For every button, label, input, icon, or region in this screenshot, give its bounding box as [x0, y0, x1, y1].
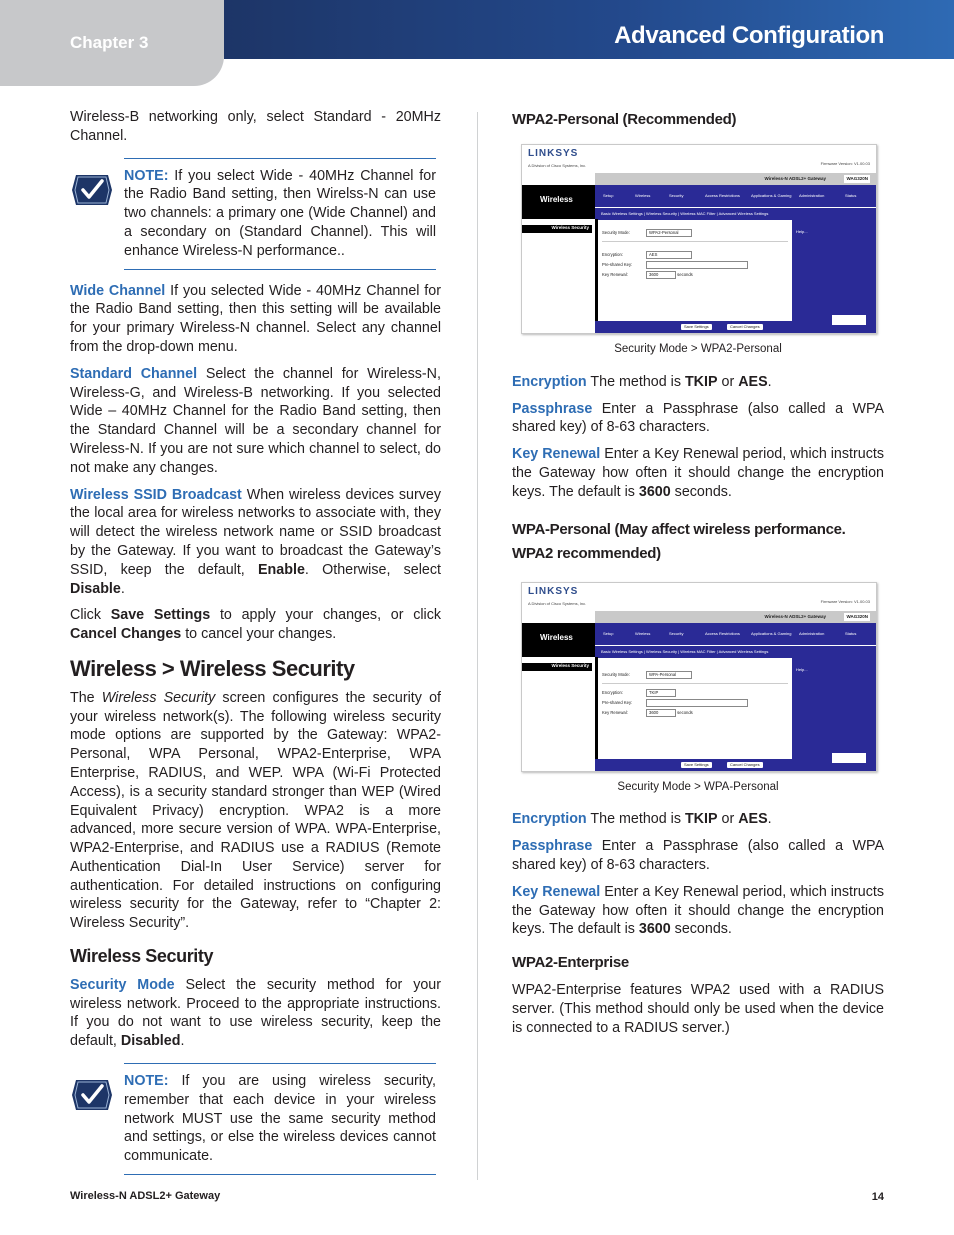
- ssid-text-1: When wireless devices survey the local area for wireless networks to associate with, they will detect the wireless network name or SSID broadcast by the Gateway. If you want to broadcast the Gateway’s SSID, keep the default,: [70, 486, 441, 578]
- note-box: [124, 158, 436, 270]
- security-mode-end: .: [180, 1033, 185, 1050]
- ssid-text-2: . Otherwise, select: [304, 561, 441, 578]
- key-renewal-label: Key Renewal:: [602, 709, 628, 715]
- intro-paragraph: Wireless-B networking only, select Standard - 20MHz Channel.: [70, 109, 441, 144]
- nav-setup[interactable]: Setup: [603, 630, 614, 636]
- enc1-t2: or: [717, 373, 739, 390]
- sub-nav-text[interactable]: Basic Wireless Settings | Wireless Security | Wireless MAC Filter | Advanced Wireless Settings: [601, 648, 769, 654]
- row-key-renewal: [602, 709, 693, 717]
- encryption-paragraph: [512, 810, 884, 829]
- security-mode-select[interactable]: WPA2-Personal: [646, 229, 692, 237]
- row-key-renewal: [602, 271, 693, 279]
- header-band: [224, 0, 954, 59]
- wide-channel-text: If you selected Wide - 40MHz Channel for the Radio Band setting, then this setting will be available for your primary Wireless-N channel. Select any channel from the drop-down menu.: [70, 282, 441, 355]
- click-save-t2: to apply your changes, or click: [210, 607, 441, 624]
- row-passphrase: [602, 699, 748, 707]
- row-security-mode: [602, 671, 692, 679]
- enc1-b2: AES: [738, 373, 768, 390]
- passphrase-paragraph: [512, 837, 884, 875]
- product-name: Wireless-N ADSL2+ Gateway: [764, 613, 826, 619]
- note-text: If you are using wireless security, remember that each device in your wireless network MUST use the same security method and settings, or else the wireless devices cannot communicate.: [124, 1073, 436, 1165]
- nav-status[interactable]: Status: [845, 193, 857, 198]
- row-security-mode: [602, 229, 692, 237]
- nav-bar: [595, 623, 876, 645]
- row-encryption: [602, 689, 676, 697]
- nav-apps[interactable]: Applications & Gaming: [751, 193, 792, 198]
- side-label: Wireless Security: [522, 663, 592, 671]
- term-security-mode: Security Mode: [70, 976, 175, 993]
- product-bar: [595, 173, 876, 185]
- security-mode-bold: Disabled: [120, 1033, 181, 1050]
- key1-b1: 3600: [638, 483, 671, 500]
- encryption-paragraph: [512, 373, 884, 392]
- ssid-broadcast-paragraph: [70, 486, 441, 599]
- security-intro-paragraph: [70, 689, 441, 933]
- cisco-logo: [832, 315, 866, 325]
- pass1-text: Enter a Passphrase (also called a WPA shared key) of 8-63 characters.: [512, 400, 884, 436]
- right-column: [512, 108, 884, 1046]
- encryption-label: Encryption:: [602, 689, 623, 695]
- key-renewal-paragraph: [512, 883, 884, 939]
- checkmark-note-icon: [70, 1078, 114, 1112]
- logo-subtitle: A Division of Cisco Systems, Inc.: [528, 600, 587, 606]
- nav-status[interactable]: Status: [845, 630, 857, 636]
- key-renewal-paragraph: [512, 445, 884, 501]
- nav-wireless[interactable]: Wireless: [635, 193, 651, 198]
- enc2-b1: TKIP: [684, 811, 718, 828]
- section-band: [522, 623, 595, 657]
- page-title: Advanced Configuration: [614, 22, 884, 49]
- click-save-paragraph: [70, 606, 441, 644]
- model-name: WAG320N: [846, 176, 868, 181]
- standard-channel-paragraph: [70, 365, 441, 478]
- term-ssid-broadcast: Wireless SSID Broadcast: [70, 486, 242, 503]
- help-link[interactable]: Help...: [796, 666, 808, 672]
- standard-channel-text: Select the channel for Wireless-N, Wireless-G, and Wireless-B networking. If you selected Wide – 40MHz Channel for the Radio Band setting, then the Standard Channel will be a secondary channel for Wireless-N. If you are not sure which channel to select, do not make any changes.: [70, 365, 441, 476]
- enc2-t3: .: [767, 811, 772, 828]
- wide-channel-paragraph: [70, 282, 441, 357]
- section-heading-wireless-security: Wireless > Wireless Security: [70, 655, 355, 681]
- nav-security[interactable]: Security: [669, 193, 684, 198]
- enc1-t3: .: [767, 373, 772, 390]
- chapter-label: Chapter 3: [70, 33, 149, 52]
- heading-wpa2-personal: WPA2-Personal (Recommended): [512, 111, 737, 128]
- passphrase-input[interactable]: [646, 699, 748, 707]
- ssid-bold-disable: Disable: [70, 580, 121, 597]
- key-renewal-input[interactable]: 3600: [646, 709, 676, 717]
- footer-bar: [595, 321, 792, 333]
- security-intro-t1: The: [70, 689, 102, 706]
- save-settings-button[interactable]: Save Settings: [681, 324, 712, 330]
- logo-subtitle: A Division of Cisco Systems, Inc.: [528, 163, 587, 168]
- left-column: [70, 108, 441, 1187]
- cancel-changes-button[interactable]: Cancel Changes: [727, 762, 763, 768]
- wpa2-enterprise-paragraph: WPA2-Enterprise features WPA2 used with a RADIUS server. (This method should only be used when the device is connected to a RADIUS server.): [512, 982, 884, 1036]
- nav-security[interactable]: Security: [669, 630, 684, 636]
- firmware-version: Firmware Version: V1.00.03: [820, 161, 870, 166]
- nav-access[interactable]: Access Restrictions: [705, 193, 740, 198]
- section-label: Wireless: [540, 632, 573, 642]
- firmware-version: Firmware Version: V1.00.03: [820, 598, 870, 604]
- passphrase-input[interactable]: [646, 261, 748, 269]
- section-band: [522, 185, 595, 219]
- key2-t1: Enter a Key Renewal period, which instructs the Gateway how often it should change the encryption keys. The default is: [512, 883, 884, 938]
- form-separator: [602, 241, 788, 242]
- product-name: Wireless-N ADSL2+ Gateway: [764, 176, 826, 181]
- cancel-changes-button[interactable]: Cancel Changes: [727, 324, 763, 330]
- note-label: NOTE:: [124, 1073, 169, 1090]
- nav-admin[interactable]: Administration: [799, 630, 825, 636]
- term-encryption: Encryption: [512, 373, 587, 390]
- linksys-logo: LINKSYS: [528, 148, 579, 159]
- page-number: 14: [871, 1191, 884, 1203]
- row-encryption: [602, 251, 692, 259]
- enc1-t1: The method is: [586, 373, 685, 390]
- enc2-t2: or: [717, 811, 739, 828]
- click-save-b2: Cancel Changes: [70, 626, 182, 643]
- term-wide-channel: Wide Channel: [70, 282, 166, 299]
- form-separator: [602, 683, 788, 684]
- heading-wpa-personal: WPA-Personal (May affect wireless performance. WPA2 recommended): [512, 520, 846, 562]
- side-label: Wireless Security: [522, 225, 592, 233]
- enc1-b1: TKIP: [684, 373, 718, 390]
- nav-apps[interactable]: Applications & Gaming: [751, 630, 792, 636]
- encryption-label: Encryption:: [602, 252, 623, 257]
- key2-b1: 3600: [638, 921, 671, 938]
- row-passphrase: [602, 261, 748, 269]
- key-renewal-unit: seconds: [677, 709, 693, 715]
- security-mode-text: Select the security method for your wireless network. Proceed to the appropriate instructions. If you do not want to use wireless security, keep the default,: [70, 976, 442, 1050]
- help-panel: [792, 657, 876, 771]
- figure-caption: Security Mode > WPA-Personal: [617, 780, 779, 793]
- key-renewal-unit: seconds: [677, 272, 693, 277]
- screenshot-wpa-personal: [521, 582, 877, 772]
- term-passphrase: Passphrase: [512, 838, 593, 855]
- click-save-t1: Click: [70, 607, 111, 624]
- help-link[interactable]: Help...: [796, 229, 808, 234]
- sub-nav-text[interactable]: Basic Wireless Settings | Wireless Security | Wireless MAC Filter | Advanced Wireless Settings: [601, 211, 769, 216]
- note-box: [124, 1063, 436, 1175]
- footer-product: Wireless-N ADSL2+ Gateway: [70, 1190, 221, 1202]
- key1-t1: Enter a Key Renewal period, which instructs the Gateway how often it should change the encryption keys. The default is: [512, 446, 884, 500]
- heading-wpa2-enterprise: WPA2-Enterprise: [512, 954, 629, 972]
- security-mode-paragraph: [70, 976, 441, 1051]
- click-save-t3: to cancel your changes.: [181, 626, 337, 643]
- security-mode-select[interactable]: WPA-Personal: [646, 671, 692, 679]
- term-key-renewal: Key Renewal: [512, 446, 601, 463]
- note-text: If you select Wide - 40MHz Channel for the Radio Band setting, then Wirelss-N can use two channels: a primary one (Wide Channel) and a secondary on (Standard Channel). This will enhance Wireless-N performance..: [124, 167, 436, 259]
- key1-t2: seconds.: [670, 483, 732, 500]
- security-mode-label: Security Mode:: [602, 671, 630, 677]
- term-passphrase: Passphrase: [512, 400, 593, 417]
- security-intro-t2: screen configures the security of your wireless network(s). The following wireless security mode options are supported by the Gateway: WPA2-Personal, WPA Personal, WPA2-Enterprise, WPA Enterprise, RADIUS, and WEP. WPA (Wi-Fi Protected Access), is a security standard stronger than WEP (Wired Equivalent Privacy) encryption. WPA2 is a more advanced, more secure version of WPA. WPA-Enterprise, WPA2-Enterprise, and RADIUS use a RADIUS (Remote Authentication Dial-In User Service) server for authentication. For detailed instructions on configuring wireless security for the Gateway, refer to “Chapter 2: Wireless Security”.: [70, 689, 441, 932]
- term-key-renewal: Key Renewal: [512, 883, 601, 900]
- enc2-b2: AES: [738, 811, 768, 828]
- pass2-text: Enter a Passphrase (also called a WPA shared key) of 8-63 characters.: [512, 838, 884, 873]
- note-label: NOTE:: [124, 167, 169, 184]
- cisco-logo: [832, 753, 866, 763]
- passphrase-label: Pre-shared Key:: [602, 262, 633, 267]
- chapter-tab: [0, 0, 224, 86]
- model-name: WAG320N: [846, 613, 868, 619]
- checkmark-note-icon: [70, 173, 114, 207]
- nav-wireless[interactable]: Wireless: [635, 630, 651, 636]
- save-settings-button[interactable]: Save Settings: [681, 762, 712, 768]
- ssid-text-3: .: [120, 580, 125, 597]
- enc2-t1: The method is: [586, 811, 685, 828]
- footer-bar: [595, 759, 792, 771]
- section-label: Wireless: [540, 195, 573, 204]
- figure-caption: Security Mode > WPA2-Personal: [614, 343, 782, 355]
- encryption-select[interactable]: AES: [646, 251, 692, 259]
- term-standard-channel: Standard Channel: [70, 365, 198, 382]
- column-divider: [477, 112, 478, 1180]
- nav-access[interactable]: Access Restrictions: [705, 630, 740, 636]
- product-bar: [595, 611, 876, 623]
- nav-bar: [595, 185, 876, 207]
- security-mode-label: Security Mode:: [602, 230, 630, 235]
- help-panel: [792, 219, 876, 333]
- ssid-bold-enable: Enable: [258, 561, 305, 578]
- encryption-select[interactable]: TKIP: [646, 689, 676, 697]
- key-renewal-label: Key Renewal:: [602, 272, 628, 277]
- subheading-wireless-security: Wireless Security: [70, 946, 214, 967]
- key2-t2: seconds.: [670, 921, 732, 938]
- security-intro-italic: Wireless Security: [101, 689, 216, 706]
- click-save-b1: Save Settings: [110, 607, 211, 624]
- side-panel: [522, 219, 598, 333]
- passphrase-label: Pre-shared Key:: [602, 699, 633, 705]
- passphrase-paragraph: [512, 400, 884, 438]
- nav-setup[interactable]: Setup: [603, 193, 614, 198]
- key-renewal-input[interactable]: 3600: [646, 271, 676, 279]
- nav-admin[interactable]: Administration: [799, 193, 825, 198]
- term-encryption: Encryption: [512, 811, 587, 828]
- side-panel: [522, 657, 598, 771]
- linksys-logo: LINKSYS: [528, 585, 579, 597]
- screenshot-wpa2-personal: [521, 144, 877, 334]
